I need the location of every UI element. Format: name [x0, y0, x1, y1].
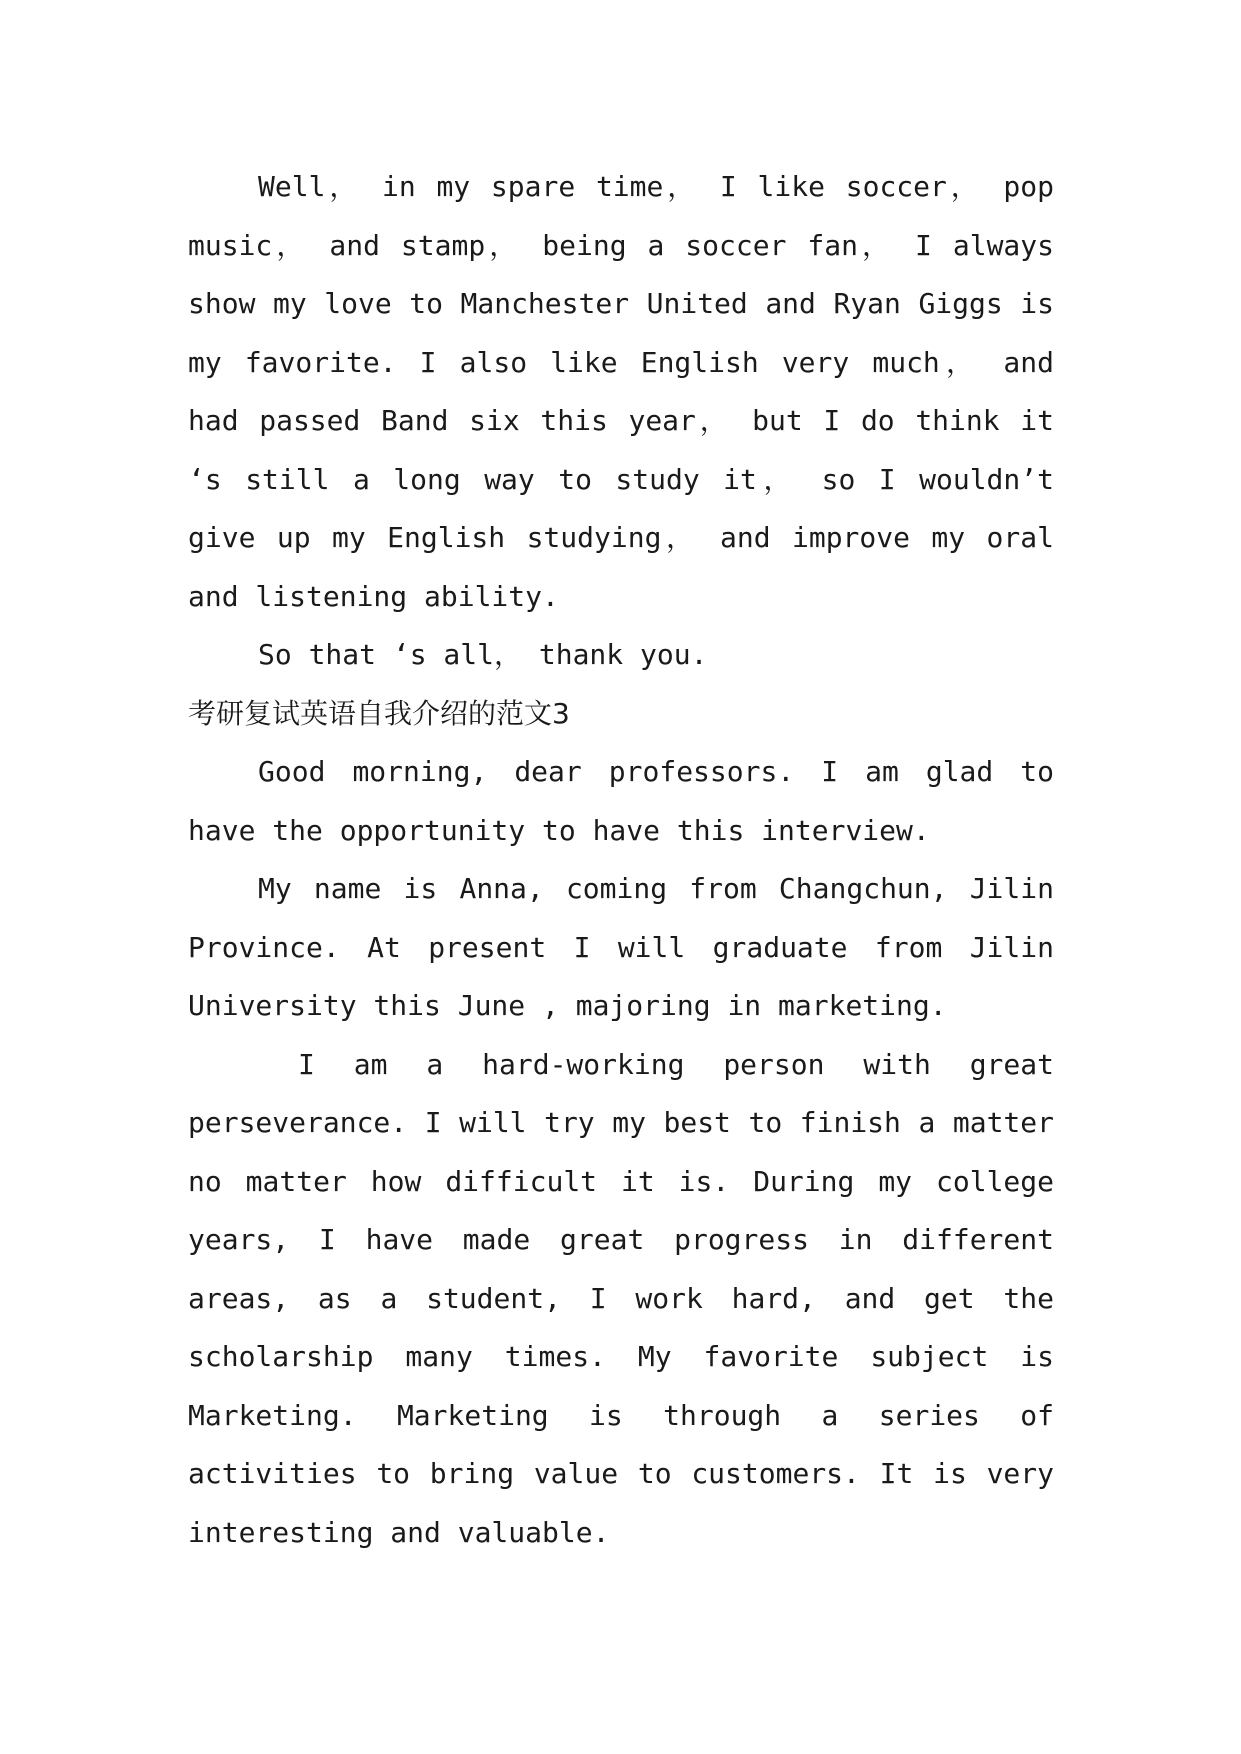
paragraph-introduction: My name is Anna, coming from Changchun, Jilin Province. At present I will graduate from Jilin University this June , majoring in marketing. — [188, 872, 1054, 1022]
paragraph-personality: I am a hard-working person with great perseverance. I will try my best to finish a matter no matter how difficult it is. During my college years, I have made great progress in different areas, as a student, I work hard, and get the scholarship many times. My favorite subject is Marketing. Marketing is through a series of activities to bring value to customers. It is very interesting and valuable. — [188, 1047, 1054, 1549]
document-body — [188, 158, 1054, 1562]
paragraph-hobbies: Well， in my spare time， I like soccer， pop music， and stamp， being a soccer fan， I always show my love to Manchester United and Ryan Giggs is my favorite. I also like English very much， and had passed Band six this year， but I do think it ‘s still a long way to study it， so I wouldn’t give up my English studying， and improve my oral and listening ability. — [188, 170, 1054, 613]
section-heading: 考研复试英语自我介绍的范文3 — [188, 696, 570, 730]
paragraph-greeting: Good morning, dear professors. I am glad to have the opportunity to have this interview. — [188, 755, 1054, 847]
paragraph-closing: So that ‘s all， thank you. — [258, 638, 708, 671]
